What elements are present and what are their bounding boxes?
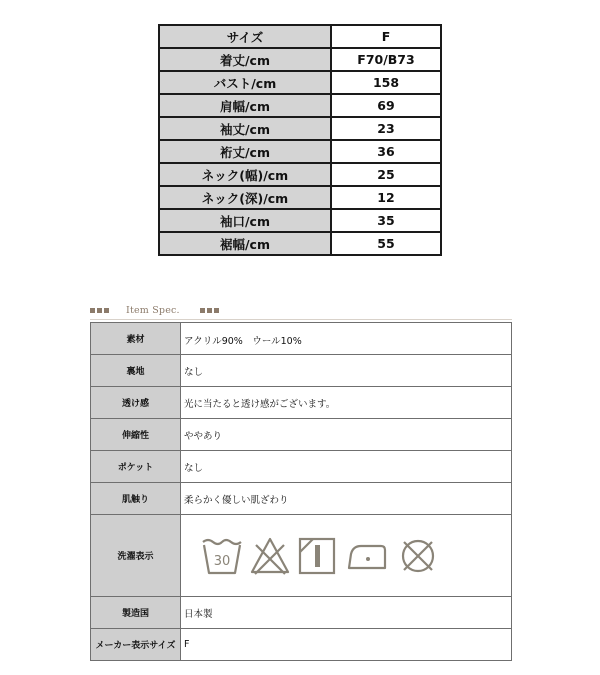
size-value: 23 xyxy=(331,117,441,140)
care-icons-cell xyxy=(181,515,512,597)
size-label: ネック(深)/cm xyxy=(159,186,331,209)
size-row xyxy=(159,71,441,94)
size-row xyxy=(159,140,441,163)
heading-squares-left xyxy=(90,308,109,313)
size-row xyxy=(159,209,441,232)
size-row xyxy=(159,48,441,71)
low-iron-icon xyxy=(343,536,391,576)
spec-label: 肌触り xyxy=(91,483,181,515)
size-value: F70/B73 xyxy=(331,48,441,71)
size-label: 裄丈/cm xyxy=(159,140,331,163)
size-label: バスト/cm xyxy=(159,71,331,94)
size-label: ネック(幅)/cm xyxy=(159,163,331,186)
spec-row xyxy=(91,629,512,661)
spec-label: 素材 xyxy=(91,323,181,355)
heading-divider xyxy=(90,319,512,320)
spec-row xyxy=(91,597,512,629)
size-value: 36 xyxy=(331,140,441,163)
size-label: 肩幅/cm xyxy=(159,94,331,117)
no-dry-clean-icon xyxy=(397,536,439,576)
spec-value: なし xyxy=(181,355,512,387)
size-row xyxy=(159,163,441,186)
size-label: 袖口/cm xyxy=(159,209,331,232)
spec-value: アクリル90% ウール10% xyxy=(181,323,512,355)
no-bleach-icon xyxy=(249,536,291,576)
size-value: 25 xyxy=(331,163,441,186)
care-icons xyxy=(184,536,511,576)
spec-value: 日本製 xyxy=(181,597,512,629)
size-value: 69 xyxy=(331,94,441,117)
spec-label: 透け感 xyxy=(91,387,181,419)
size-value: 55 xyxy=(331,232,441,255)
wash-temp-label: 30 xyxy=(213,553,231,569)
spec-table xyxy=(90,322,512,661)
spec-row xyxy=(91,323,512,355)
spec-value: 光に当たると透け感がございます。 xyxy=(181,387,512,419)
size-table xyxy=(158,24,442,256)
size-label: サイズ xyxy=(159,25,331,48)
size-label: 袖丈/cm xyxy=(159,117,331,140)
wash-30-icon xyxy=(201,536,243,576)
size-row xyxy=(159,94,441,117)
item-spec-heading xyxy=(90,304,219,316)
size-label: 着丈/cm xyxy=(159,48,331,71)
spec-row xyxy=(91,387,512,419)
spec-value: 柔らかく優しい肌ざわり xyxy=(181,483,512,515)
spec-label: メーカー表示サイズ xyxy=(91,629,181,661)
hang-dry-icon xyxy=(297,536,337,576)
item-spec-title: Item Spec. xyxy=(126,304,180,316)
spec-row-wash xyxy=(91,515,512,597)
spec-label: 洗濯表示 xyxy=(91,515,181,597)
spec-value: F xyxy=(181,629,512,661)
spec-label: 製造国 xyxy=(91,597,181,629)
spec-label: 伸縮性 xyxy=(91,419,181,451)
spec-value: なし xyxy=(181,451,512,483)
spec-value: ややあり xyxy=(181,419,512,451)
spec-row xyxy=(91,451,512,483)
size-value: 35 xyxy=(331,209,441,232)
heading-squares-right xyxy=(200,308,219,313)
spec-row xyxy=(91,419,512,451)
size-row xyxy=(159,186,441,209)
size-value: F xyxy=(331,25,441,48)
spec-row xyxy=(91,483,512,515)
spec-label: 裏地 xyxy=(91,355,181,387)
size-row xyxy=(159,232,441,255)
size-label: 裾幅/cm xyxy=(159,232,331,255)
size-row xyxy=(159,117,441,140)
size-value: 12 xyxy=(331,186,441,209)
size-row xyxy=(159,25,441,48)
spec-label: ポケット xyxy=(91,451,181,483)
size-value: 158 xyxy=(331,71,441,94)
spec-row xyxy=(91,355,512,387)
